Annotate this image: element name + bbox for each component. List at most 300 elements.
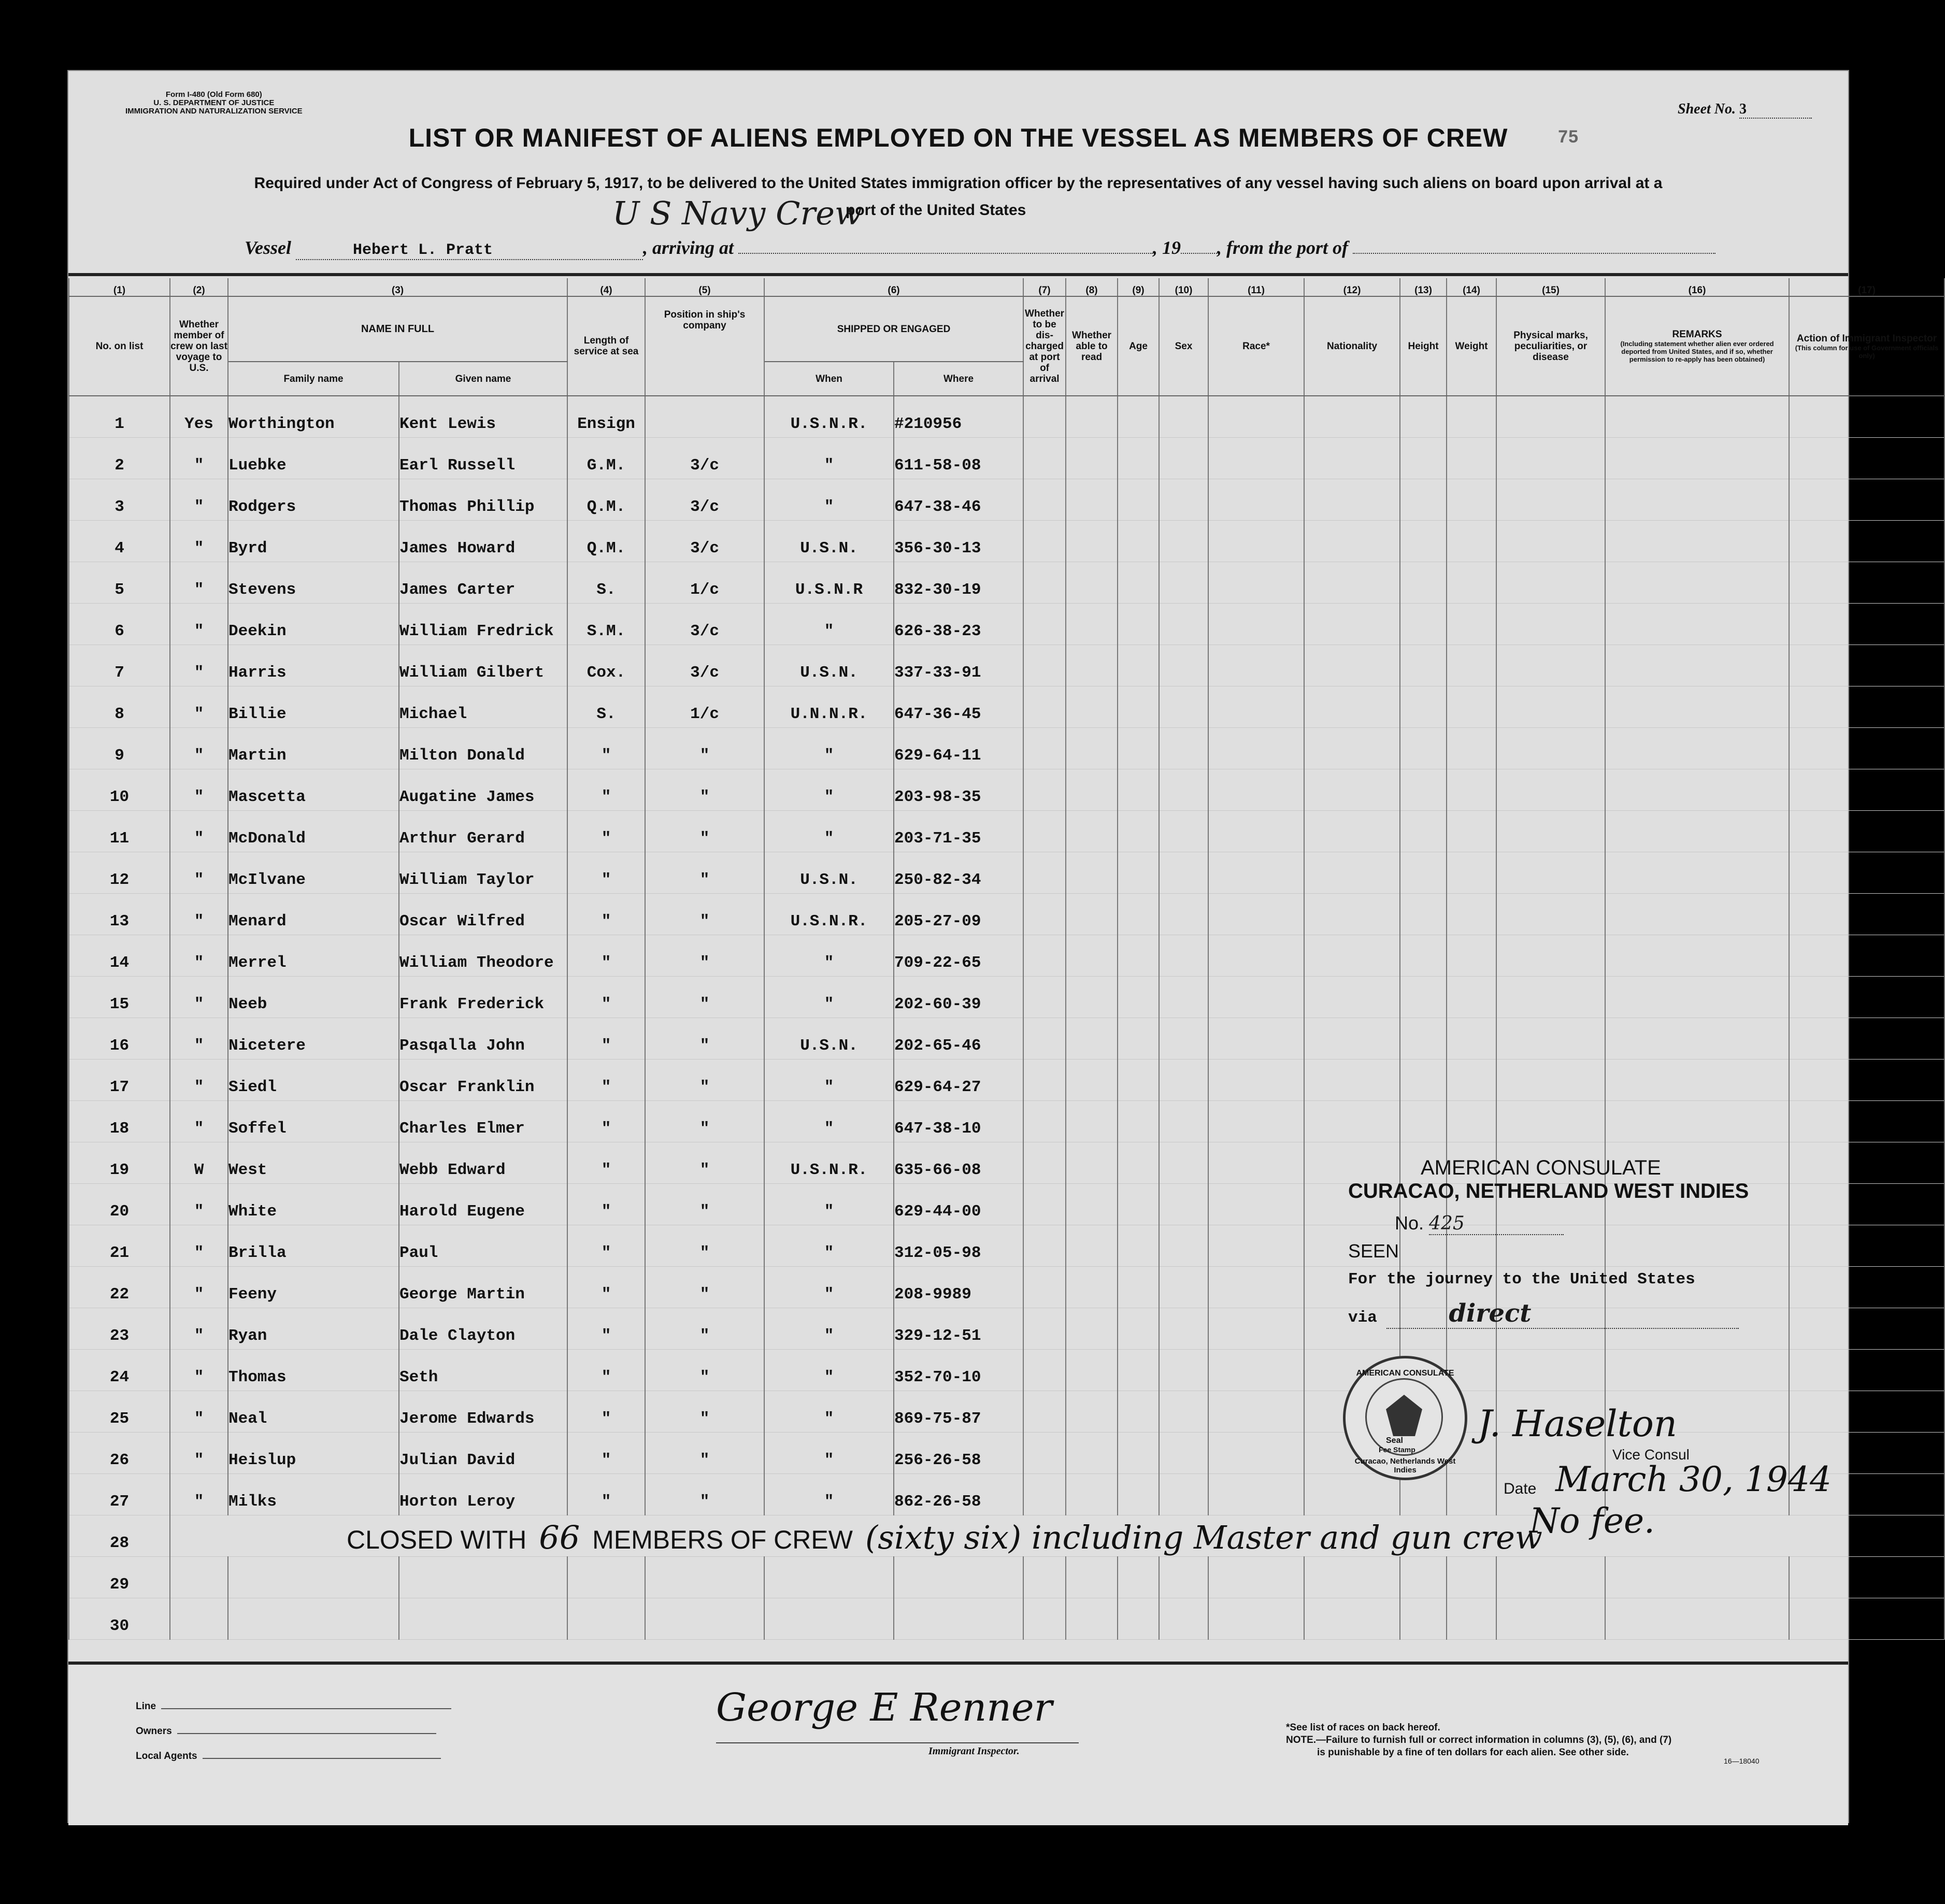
- via-label: via: [1348, 1309, 1377, 1327]
- shipped-where: 626-38-23: [894, 604, 1023, 645]
- blank-cell: [1304, 1557, 1400, 1598]
- port-handwritten: U S Navy Crew: [612, 194, 862, 232]
- length-of-service: ": [567, 769, 645, 811]
- form-service: IMMIGRATION AND NATURALIZATION SERVICE: [125, 107, 303, 116]
- blank-cell: [1208, 1350, 1304, 1391]
- arriving-field: [738, 253, 1153, 254]
- blank-cell: [1208, 1184, 1304, 1225]
- blank-cell: [1066, 728, 1118, 769]
- blank-cell: [1066, 1142, 1118, 1184]
- col-num: (15): [1496, 278, 1605, 296]
- length-of-service: ": [567, 1018, 645, 1060]
- blank-cell: [1023, 977, 1066, 1018]
- position-in-company: ": [645, 1474, 764, 1515]
- given-name: Oscar Franklin: [399, 1060, 567, 1101]
- col-header-race: Race*: [1208, 296, 1304, 396]
- blank-cell: [1605, 769, 1789, 811]
- blank-cell: [1400, 728, 1447, 769]
- table-row: [69, 438, 1944, 479]
- shipped-where: 250-82-34: [894, 852, 1023, 894]
- length-of-service: ": [567, 811, 645, 852]
- row-number: 30: [69, 1598, 170, 1640]
- row-number: 16: [69, 1018, 170, 1060]
- blank-cell: [1118, 604, 1159, 645]
- line-blank: [161, 1708, 451, 1709]
- fee-note: No fee.: [1529, 1501, 1655, 1541]
- blank-cell: [894, 1557, 1023, 1598]
- blank-cell: [1066, 479, 1118, 521]
- col-num: (10): [1159, 278, 1208, 296]
- blank-cell: [1447, 604, 1496, 645]
- consulate-journey: For the journey to the United States: [1348, 1270, 1695, 1289]
- blank-cell: [1447, 645, 1496, 686]
- blank-cell: [1118, 1308, 1159, 1350]
- col-num: (16): [1605, 278, 1789, 296]
- col-header-where: Where: [894, 362, 1023, 396]
- blank-cell: [1789, 769, 1944, 811]
- blank-cell: [1023, 894, 1066, 935]
- fine-note: NOTE.—Failure to furnish full or correct information in columns (3), (5), (6), and (7): [1286, 1735, 1672, 1745]
- shipped-when: ": [764, 1308, 894, 1350]
- col-header-family-name: Family name: [228, 362, 399, 396]
- blank-cell: [1118, 1474, 1159, 1515]
- blank-cell: [1447, 479, 1496, 521]
- blank-cell: [1208, 1018, 1304, 1060]
- position-in-company: ": [645, 1184, 764, 1225]
- blank-cell: [1159, 1184, 1208, 1225]
- blank-cell: [1023, 1267, 1066, 1308]
- blank-cell: [1023, 396, 1066, 438]
- blank-cell: [1447, 769, 1496, 811]
- sheet-number-value: 3: [1739, 101, 1812, 119]
- member-last-voyage: W: [170, 1142, 228, 1184]
- blank-cell: [1789, 1018, 1944, 1060]
- blank-cell: [1789, 935, 1944, 977]
- member-last-voyage: ": [170, 604, 228, 645]
- table-row: [69, 686, 1944, 728]
- row-number: 4: [69, 521, 170, 562]
- blank-cell: [1400, 935, 1447, 977]
- shipped-where: 202-65-46: [894, 1018, 1023, 1060]
- shipped-where: 635-66-08: [894, 1142, 1023, 1184]
- table-row: [69, 894, 1944, 935]
- shipped-where: 312-05-98: [894, 1225, 1023, 1267]
- shipped-where: 202-60-39: [894, 977, 1023, 1018]
- family-name: Milks: [228, 1474, 399, 1515]
- blank-cell: [1208, 645, 1304, 686]
- blank-cell: [1023, 935, 1066, 977]
- row-number: 19: [69, 1142, 170, 1184]
- blank-cell: [1023, 1598, 1066, 1640]
- member-last-voyage: ": [170, 852, 228, 894]
- blank-cell: [1304, 1474, 1400, 1515]
- length-of-service: S.: [567, 562, 645, 604]
- blank-cell: [1400, 1557, 1447, 1598]
- consulate-seen: SEEN: [1348, 1240, 1399, 1262]
- blank-cell: [1023, 438, 1066, 479]
- col-header-name: NAME IN FULL: [228, 296, 567, 362]
- blank-cell: [1118, 1598, 1159, 1640]
- blank-cell: [1118, 1225, 1159, 1267]
- family-name: West: [228, 1142, 399, 1184]
- blank-cell: [1304, 645, 1400, 686]
- col-num: (5): [645, 278, 764, 296]
- family-name: Ryan: [228, 1308, 399, 1350]
- row-number: 28: [69, 1515, 170, 1557]
- blank-cell: [1159, 769, 1208, 811]
- row-number: 27: [69, 1474, 170, 1515]
- given-name: William Taylor: [399, 852, 567, 894]
- from-port-field: [1353, 253, 1715, 254]
- shipped-when: U.S.N.R.: [764, 396, 894, 438]
- blank-cell: [1400, 1101, 1447, 1142]
- action-title: Action of Immigrant Inspector: [1796, 333, 1937, 344]
- blank-cell: [1400, 1018, 1447, 1060]
- blank-cell: [1208, 1474, 1304, 1515]
- length-of-service: ": [567, 977, 645, 1018]
- position-in-company: ": [645, 852, 764, 894]
- requirement-statement: Required under Act of Congress of February 5, 1917, to be delivered to the United States immigration officer by the representatives of any vessel having such aliens on board upon arrival at a: [254, 175, 1663, 192]
- port-tail-text: port of the United States: [846, 202, 1026, 219]
- blank-cell: [1789, 521, 1944, 562]
- position-in-company: 3/c: [645, 604, 764, 645]
- shipped-when: ": [764, 1474, 894, 1515]
- col-num: (2): [170, 278, 228, 296]
- shipped-where: 208-9989: [894, 1267, 1023, 1308]
- shipped-when: U.S.N.: [764, 645, 894, 686]
- shipped-where: 629-44-00: [894, 1184, 1023, 1225]
- blank-cell: [1605, 686, 1789, 728]
- blank-cell: [1208, 1557, 1304, 1598]
- given-name: Earl Russell: [399, 438, 567, 479]
- blank-cell: [1304, 728, 1400, 769]
- vessel-label: Vessel: [245, 237, 291, 258]
- blank-cell: [1447, 977, 1496, 1018]
- table-row: [69, 977, 1944, 1018]
- blank-cell: [1118, 894, 1159, 935]
- blank-cell: [1118, 769, 1159, 811]
- col-header-number: No. on list: [69, 296, 170, 396]
- row-number: 18: [69, 1101, 170, 1142]
- row-number: 8: [69, 686, 170, 728]
- family-name: Worthington: [228, 396, 399, 438]
- given-name: Webb Edward: [399, 1142, 567, 1184]
- shipped-when: ": [764, 728, 894, 769]
- row-number: 26: [69, 1433, 170, 1474]
- page-title: [68, 123, 1848, 153]
- blank-cell: [1159, 935, 1208, 977]
- member-last-voyage: ": [170, 935, 228, 977]
- length-of-service: S.: [567, 686, 645, 728]
- given-name: Paul: [399, 1225, 567, 1267]
- blank-cell: [1066, 977, 1118, 1018]
- member-last-voyage: ": [170, 521, 228, 562]
- family-name: Heislup: [228, 1433, 399, 1474]
- races-note: *See list of races on back hereof.: [1286, 1722, 1440, 1733]
- blank-cell: [1159, 1598, 1208, 1640]
- blank-cell: [1066, 811, 1118, 852]
- length-of-service: G.M.: [567, 438, 645, 479]
- col-header-when: When: [764, 362, 894, 396]
- blank-cell: [1447, 1474, 1496, 1515]
- col-header-age: Age: [1118, 296, 1159, 396]
- given-name: Milton Donald: [399, 728, 567, 769]
- blank-cell: [1159, 852, 1208, 894]
- blank-cell: [1605, 604, 1789, 645]
- shipped-where: 203-98-35: [894, 769, 1023, 811]
- blank-cell: [1304, 479, 1400, 521]
- blank-cell: [170, 1557, 228, 1598]
- given-name: William Theodore: [399, 935, 567, 977]
- vessel-name: Hebert L. Pratt: [353, 241, 493, 259]
- length-of-service: ": [567, 1101, 645, 1142]
- consulate-via: [1348, 1299, 1749, 1329]
- table-row: [69, 852, 1944, 894]
- blank-cell: [1447, 1598, 1496, 1640]
- member-last-voyage: ": [170, 479, 228, 521]
- table-row: [69, 521, 1944, 562]
- agents-blank: [203, 1758, 441, 1759]
- blank-cell: [1447, 811, 1496, 852]
- blank-cell: [1496, 728, 1605, 769]
- family-name: Deekin: [228, 604, 399, 645]
- blank-cell: [1496, 686, 1605, 728]
- shipped-where: 869-75-87: [894, 1391, 1023, 1433]
- blank-cell: [1605, 852, 1789, 894]
- length-of-service: ": [567, 728, 645, 769]
- via-value: direct: [1386, 1299, 1739, 1329]
- consulate-line2: CURACAO, NETHERLAND WEST INDIES: [1348, 1180, 1749, 1202]
- given-name: Horton Leroy: [399, 1474, 567, 1515]
- blank-cell: [1789, 894, 1944, 935]
- blank-cell: [1066, 894, 1118, 935]
- blank-cell: [1023, 1142, 1066, 1184]
- blank-cell: [1496, 479, 1605, 521]
- blank-cell: [1023, 479, 1066, 521]
- blank-cell: [1023, 1391, 1066, 1433]
- blank-cell: [228, 1598, 399, 1640]
- member-last-voyage: ": [170, 977, 228, 1018]
- blank-cell: [1605, 1598, 1789, 1640]
- blank-cell: [1023, 1474, 1066, 1515]
- blank-cell: [1605, 894, 1789, 935]
- blank-cell: [1066, 1391, 1118, 1433]
- blank-cell: [1118, 1060, 1159, 1101]
- member-last-voyage: ": [170, 1225, 228, 1267]
- from-port-label: , from the port of: [1217, 237, 1349, 258]
- col-num: (12): [1304, 278, 1400, 296]
- blank-cell: [1159, 1225, 1208, 1267]
- blank-cell: [1118, 1557, 1159, 1598]
- family-name: Rodgers: [228, 479, 399, 521]
- blank-cell: [1023, 1308, 1066, 1350]
- blank-cell: [1496, 521, 1605, 562]
- family-name: Martin: [228, 728, 399, 769]
- shipped-when: ": [764, 1225, 894, 1267]
- blank-cell: [1304, 686, 1400, 728]
- blank-cell: [1400, 977, 1447, 1018]
- blank-cell: [1208, 396, 1304, 438]
- blank-cell: [1159, 479, 1208, 521]
- given-name: George Martin: [399, 1267, 567, 1308]
- blank-cell: [1605, 1557, 1789, 1598]
- col-num: (14): [1447, 278, 1496, 296]
- blank-cell: [1118, 645, 1159, 686]
- shipped-when: ": [764, 935, 894, 977]
- blank-cell: [1118, 1267, 1159, 1308]
- family-name: Neal: [228, 1391, 399, 1433]
- row-number: 29: [69, 1557, 170, 1598]
- blank-cell: [1118, 562, 1159, 604]
- blank-cell: [1496, 811, 1605, 852]
- given-name: James Carter: [399, 562, 567, 604]
- blank-cell: [1023, 562, 1066, 604]
- blank-cell: [1304, 1101, 1400, 1142]
- seal-label: Seal: [1386, 1436, 1403, 1445]
- blank-cell: [1023, 852, 1066, 894]
- blank-cell: [567, 1557, 645, 1598]
- col-num: (7): [1023, 278, 1066, 296]
- family-name: Thomas: [228, 1350, 399, 1391]
- blank-cell: [1208, 1225, 1304, 1267]
- blank-cell: [1789, 1267, 1944, 1308]
- blank-cell: [1159, 686, 1208, 728]
- family-name: Harris: [228, 645, 399, 686]
- blank-cell: [1066, 396, 1118, 438]
- col-num: (11): [1208, 278, 1304, 296]
- blank-cell: [1496, 935, 1605, 977]
- row-number: 23: [69, 1308, 170, 1350]
- given-name: Charles Elmer: [399, 1101, 567, 1142]
- blank-cell: [1066, 1225, 1118, 1267]
- blank-cell: [1066, 562, 1118, 604]
- arriving-label: , arriving at: [643, 237, 734, 258]
- position-in-company: 1/c: [645, 562, 764, 604]
- blank-cell: [1208, 935, 1304, 977]
- shipped-when: ": [764, 479, 894, 521]
- blank-cell: [1066, 1433, 1118, 1474]
- shipped-where: 337-33-91: [894, 645, 1023, 686]
- blank-cell: [1159, 1308, 1208, 1350]
- blank-cell: [1447, 894, 1496, 935]
- blank-cell: [1496, 604, 1605, 645]
- col-header-shipped: SHIPPED OR ENGAGED: [764, 296, 1023, 362]
- table-row: [69, 728, 1944, 769]
- member-last-voyage: ": [170, 438, 228, 479]
- sheet-number-label: Sheet No.: [1678, 101, 1736, 117]
- blank-cell: [1304, 396, 1400, 438]
- blank-cell: [1208, 438, 1304, 479]
- consulate-stamp: [1348, 1156, 1749, 1329]
- table-row: [69, 396, 1944, 438]
- family-name: Brilla: [228, 1225, 399, 1267]
- blank-cell: [1066, 1598, 1118, 1640]
- col-header-height: Height: [1400, 296, 1447, 396]
- blank-cell: [1400, 396, 1447, 438]
- position-in-company: 1/c: [645, 686, 764, 728]
- member-last-voyage: ": [170, 1350, 228, 1391]
- sheet-number: [1678, 101, 1812, 119]
- blank-cell: [1066, 1060, 1118, 1101]
- position-in-company: ": [645, 1142, 764, 1184]
- blank-cell: [1605, 1350, 1789, 1391]
- shipped-where: 256-26-58: [894, 1433, 1023, 1474]
- blank-cell: [1496, 1598, 1605, 1640]
- blank-cell: [1118, 1350, 1159, 1391]
- given-name: Thomas Phillip: [399, 479, 567, 521]
- blank-cell: [1605, 935, 1789, 977]
- table-row: [69, 1101, 1944, 1142]
- consulate-line1: AMERICAN CONSULATE: [1421, 1156, 1661, 1179]
- member-last-voyage: ": [170, 1101, 228, 1142]
- blank-cell: [1159, 1391, 1208, 1433]
- col-header-weight: Weight: [1447, 296, 1496, 396]
- given-name: Arthur Gerard: [399, 811, 567, 852]
- table-row: [69, 1060, 1944, 1101]
- consulate-no-label: No.: [1395, 1212, 1424, 1234]
- blank-cell: [1605, 811, 1789, 852]
- blank-cell: [645, 1557, 764, 1598]
- shipped-when: ": [764, 1184, 894, 1225]
- blank-cell: [1789, 604, 1944, 645]
- blank-cell: [1159, 521, 1208, 562]
- col-num: (3): [228, 278, 567, 296]
- blank-cell: [1208, 479, 1304, 521]
- blank-cell: [1496, 396, 1605, 438]
- blank-cell: [1159, 645, 1208, 686]
- shipped-when: ": [764, 1350, 894, 1391]
- blank-cell: [1496, 1557, 1605, 1598]
- row-number: 20: [69, 1184, 170, 1225]
- family-name: Merrel: [228, 935, 399, 977]
- shipped-where: 356-30-13: [894, 521, 1023, 562]
- blank-cell: [1447, 1018, 1496, 1060]
- blank-cell: [1605, 728, 1789, 769]
- length-of-service: Q.M.: [567, 479, 645, 521]
- length-of-service: ": [567, 1060, 645, 1101]
- blank-cell: [1304, 852, 1400, 894]
- family-name: Billie: [228, 686, 399, 728]
- blank-cell: [1118, 1142, 1159, 1184]
- blank-cell: [1496, 438, 1605, 479]
- blank-cell: [1605, 1060, 1789, 1101]
- table-row: [69, 604, 1944, 645]
- blank-cell: [1496, 562, 1605, 604]
- length-of-service: ": [567, 894, 645, 935]
- position-in-company: ": [645, 1433, 764, 1474]
- shipped-where: 203-71-35: [894, 811, 1023, 852]
- blank-cell: [1605, 396, 1789, 438]
- crew-count-handwritten: 66: [539, 1519, 580, 1556]
- col-header-discharged: Whether to be dis-charged at port of arrival: [1023, 296, 1066, 396]
- blank-cell: [1159, 894, 1208, 935]
- given-name: Harold Eugene: [399, 1184, 567, 1225]
- position-in-company: ": [645, 811, 764, 852]
- blank-cell: [1304, 769, 1400, 811]
- closed-with-stamp: CLOSED WITH: [347, 1525, 527, 1554]
- given-name: Dale Clayton: [399, 1308, 567, 1350]
- blank-cell: [1118, 1433, 1159, 1474]
- shipped-when: U.N.N.R.: [764, 686, 894, 728]
- blank-cell: [1066, 1308, 1118, 1350]
- blank-cell: [228, 1557, 399, 1598]
- blank-cell: [1789, 1557, 1944, 1598]
- remarks-subtitle: (Including statement whether alien ever ordered deported from United States, and if so, whether permission to re-apply has been obtained): [1620, 340, 1774, 363]
- blank-cell: [1208, 728, 1304, 769]
- blank-cell: [1159, 396, 1208, 438]
- position-in-company: 3/c: [645, 438, 764, 479]
- blank-cell: [1066, 1018, 1118, 1060]
